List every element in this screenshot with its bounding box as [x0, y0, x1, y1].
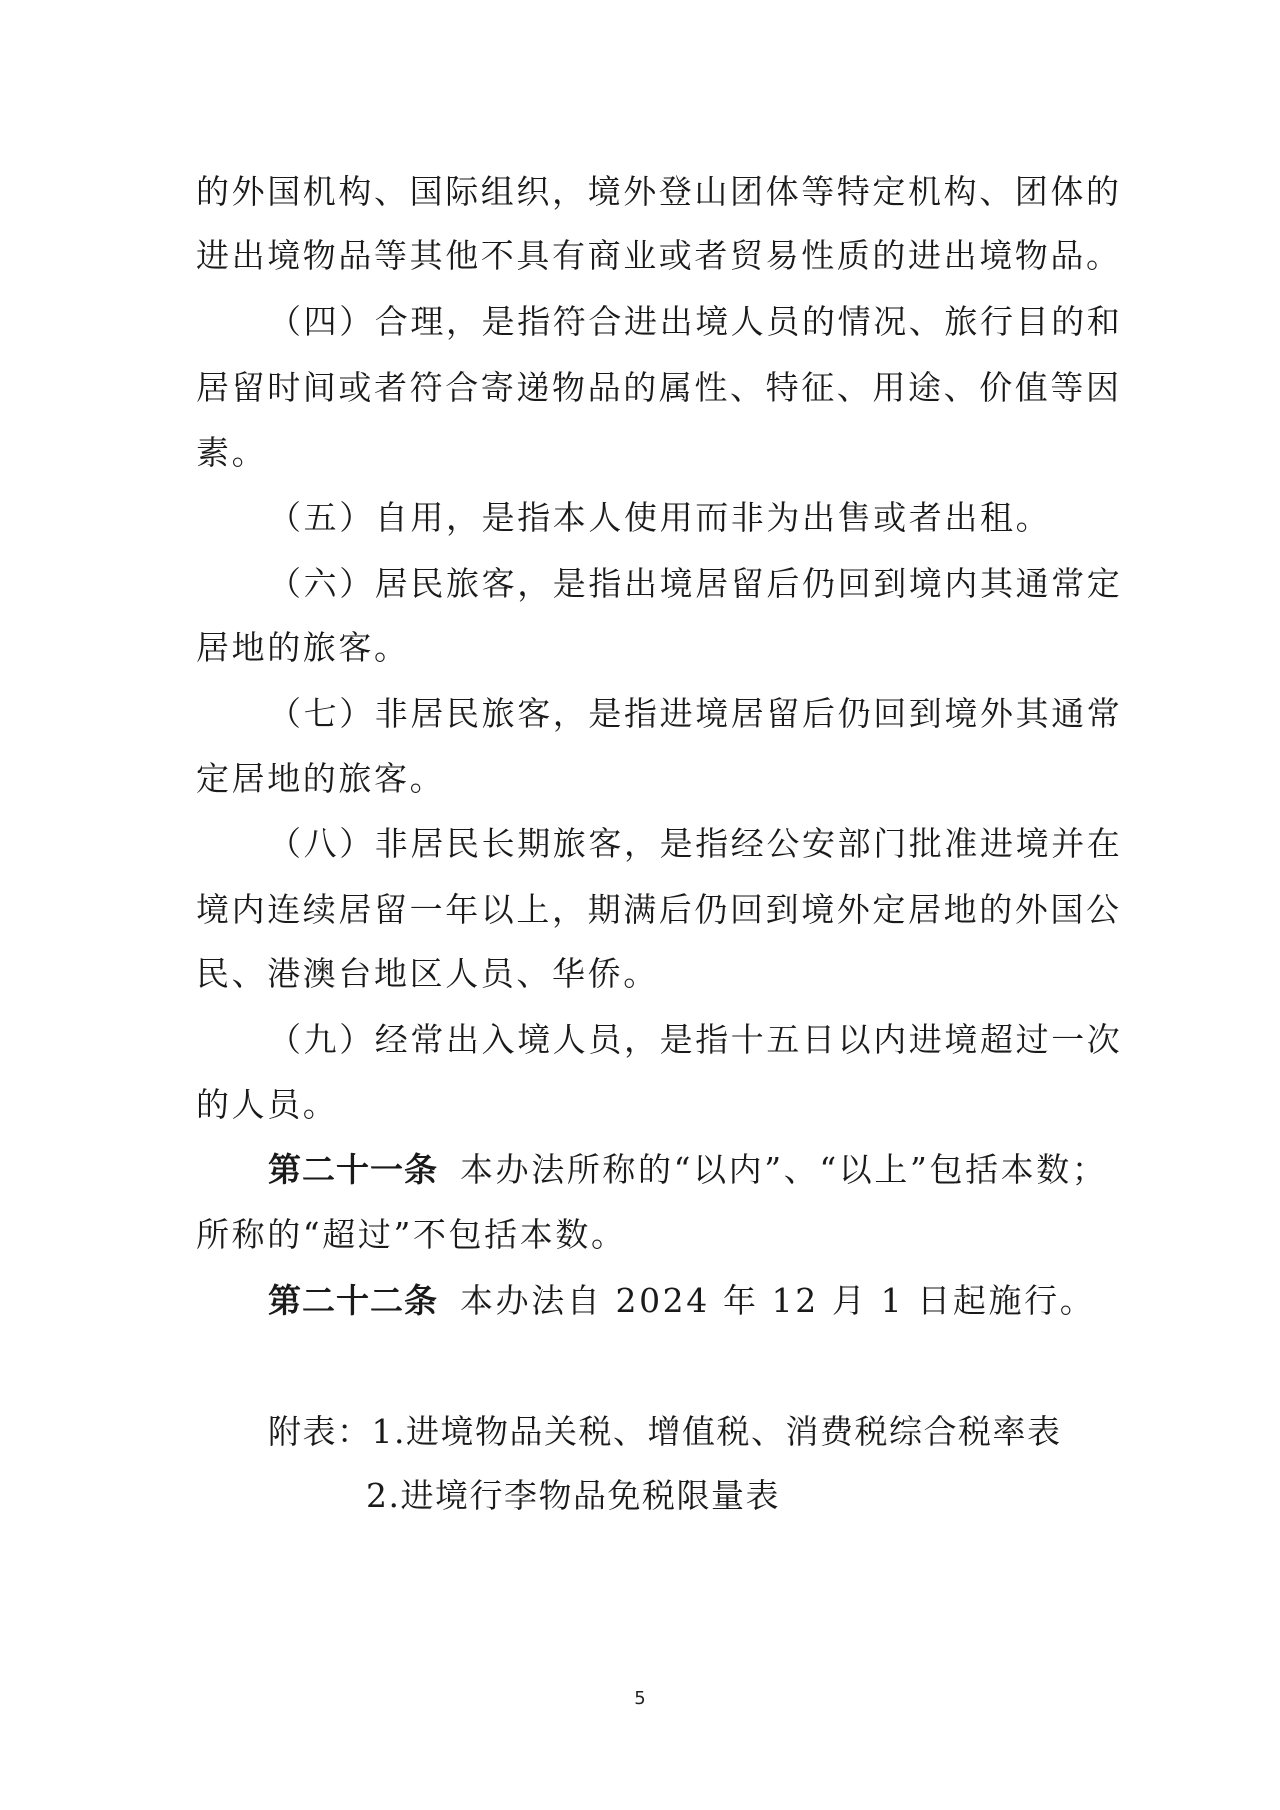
article-22-text: 本办法自 2024 年 12 月 1 日起施行。: [460, 1281, 1096, 1320]
body-line: 进出境物品等其他不具有商业或者贸易性质的进出境物品。: [196, 236, 1122, 275]
body-line: 的外国机构、国际组织，境外登山团体等特定机构、团体的: [196, 172, 1122, 211]
clause-eight: （八）非居民长期旅客，是指经公安部门批准进境并在: [268, 824, 1123, 863]
attachment-item-1: 1.进境物品关税、增值税、消费税综合税率表: [371, 1412, 1062, 1451]
body-line: 所称的“超过”不包括本数。: [196, 1215, 627, 1254]
clause-four: （四）合理，是指符合进出境人员的情况、旅行目的和: [268, 302, 1123, 341]
article-21: [268, 1150, 1168, 1190]
body-line: 的人员。: [196, 1085, 339, 1124]
article-22-heading: 第二十二条: [268, 1281, 438, 1320]
attachment-label: 附表：: [268, 1412, 372, 1451]
body-line: 素。: [196, 433, 268, 472]
clause-seven: （七）非居民旅客，是指进境居留后仍回到境外其通常: [268, 694, 1123, 733]
body-line: 境内连续居留一年以上，期满后仍回到境外定居地的外国公: [196, 890, 1122, 929]
clause-six: （六）居民旅客，是指出境居留后仍回到境内其通常定: [268, 564, 1123, 603]
body-line: 定居地的旅客。: [196, 759, 446, 798]
body-line: 居地的旅客。: [196, 628, 410, 667]
attachment-line-1: [268, 1412, 1168, 1452]
body-line: 民、港澳台地区人员、华侨。: [196, 954, 659, 993]
article-21-heading: 第二十一条: [268, 1150, 438, 1189]
clause-nine: （九）经常出入境人员，是指十五日以内进境超过一次: [268, 1020, 1123, 1059]
page-number: 5: [634, 1688, 646, 1709]
article-22: [268, 1281, 1168, 1321]
article-21-text: 本办法所称的“以内”、“以上”包括本数；: [460, 1150, 1108, 1189]
clause-five: （五）自用，是指本人使用而非为出售或者出租。: [268, 498, 1052, 537]
attachment-item-2: 2.进境行李物品免税限量表: [366, 1476, 780, 1515]
body-line: 居留时间或者符合寄递物品的属性、特征、用途、价值等因: [196, 368, 1122, 407]
